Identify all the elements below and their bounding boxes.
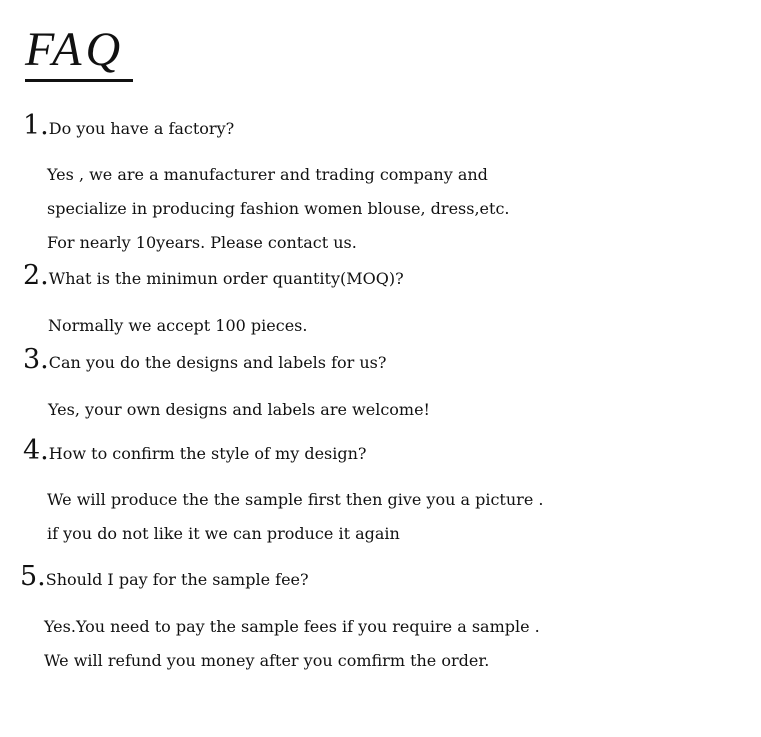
- faq-question-4: [23, 437, 367, 465]
- faq-answer-line: specialize in producing fashion women blouse, dress,etc.: [47, 199, 510, 218]
- faq-question-2: [23, 262, 404, 290]
- faq-answer-line: Yes, your own designs and labels are welcome!: [48, 400, 430, 419]
- faq-answer-5: [44, 610, 540, 678]
- title-underline: [25, 79, 133, 82]
- faq-number: 4.: [23, 435, 49, 466]
- faq-number: 3.: [23, 344, 49, 375]
- faq-answer-line: We will produce the the sample first then give you a picture .: [47, 490, 544, 509]
- faq-answer-line: Yes.You need to pay the sample fees if you require a sample .: [44, 617, 540, 636]
- faq-answer-4: [47, 483, 543, 551]
- faq-number: 2.: [23, 260, 49, 291]
- faq-answer-line: For nearly 10years. Please contact us.: [47, 233, 357, 252]
- faq-answer-line: We will refund you money after you comfirm the order.: [44, 651, 490, 670]
- faq-number: 1.: [23, 110, 49, 141]
- faq-question-5: [20, 563, 309, 591]
- faq-number: 5.: [20, 561, 46, 592]
- faq-question-3: [23, 346, 386, 374]
- faq-question-text: Do you have a factory?: [48, 119, 235, 138]
- faq-question-text: Can you do the designs and labels for us?: [48, 353, 387, 372]
- faq-answer-line: if you do not like it we can produce it again: [47, 524, 400, 543]
- faq-question-text: How to confirm the style of my design?: [48, 444, 367, 463]
- faq-question-text: Should I pay for the sample fee?: [45, 570, 309, 589]
- page-title: FAQ: [25, 23, 125, 76]
- faq-answer-3: [48, 393, 430, 427]
- faq-question-text: What is the minimun order quantity(MOQ)?: [48, 269, 404, 288]
- faq-answer-2: [48, 309, 307, 343]
- faq-answer-line: Normally we accept 100 pieces.: [48, 316, 308, 335]
- faq-answer-line: Yes , we are a manufacturer and trading company and: [47, 165, 488, 184]
- faq-question-1: [23, 112, 234, 140]
- faq-answer-1: [47, 158, 509, 260]
